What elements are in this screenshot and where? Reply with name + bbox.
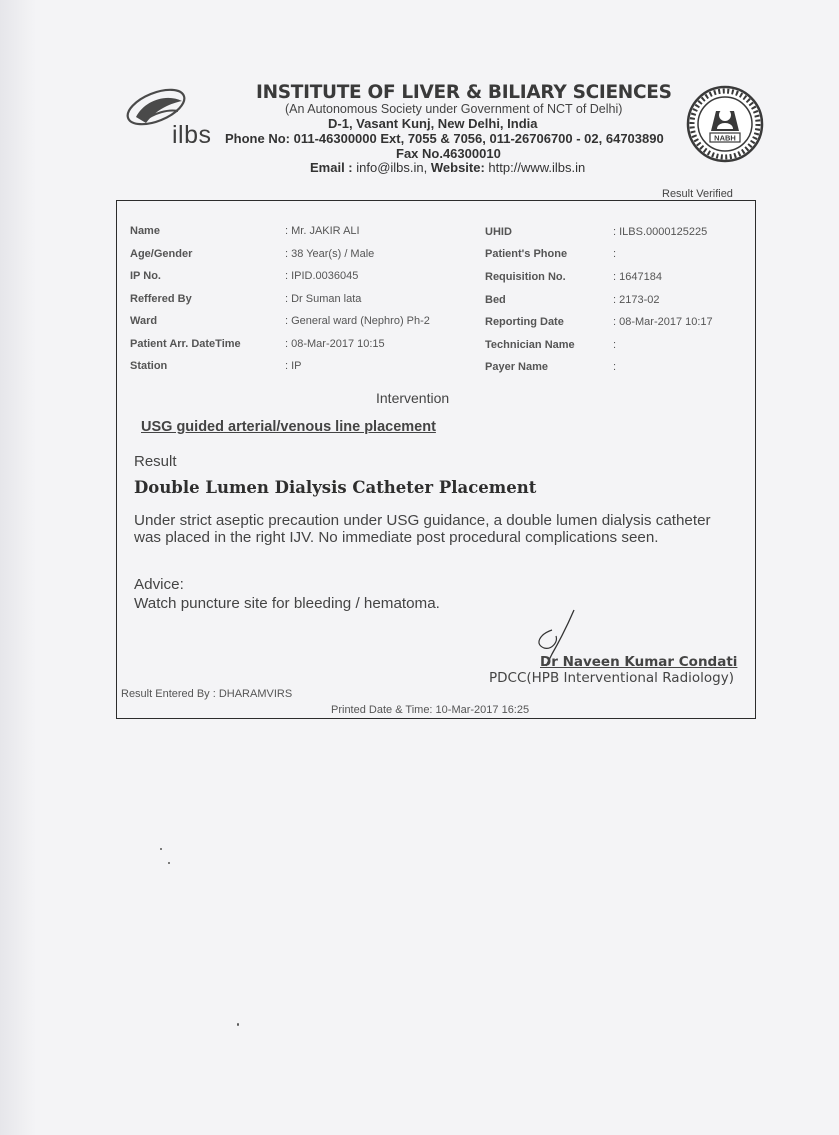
institute-contact (310, 160, 585, 175)
signatory-name: Dr Naveen Kumar Condati (540, 654, 738, 670)
bed-label: Bed (485, 294, 506, 306)
findings-text: Under strict aseptic precaution under USG guidance, a double lumen dialysis catheter was placed in the right IJV. No immediate post procedural complications seen. (134, 512, 711, 546)
name-value: : Mr. JAKIR ALI (285, 225, 360, 237)
requisition-no-label: Requisition No. (485, 271, 566, 283)
advice-text: Watch puncture site for bleeding / hematoma. (134, 595, 440, 612)
institute-phone: Phone No: 011-46300000 Ext, 7055 & 7056, 011-26706700 - 02, 64703890 (225, 131, 664, 146)
email-label: Email : (310, 160, 353, 175)
page-edge-shadow (0, 0, 36, 1135)
signatory-title: PDCC(HPB Interventional Radiology) (489, 670, 734, 686)
ip-no-value: : IPID.0036045 (285, 270, 359, 282)
institute-address: D-1, Vasant Kunj, New Delhi, India (328, 116, 538, 131)
printed-datetime: Printed Date & Time: 10-Mar-2017 16:25 (331, 704, 530, 716)
technician-name-value: : (613, 339, 617, 351)
bed-value: : 2173-02 (613, 294, 660, 306)
result-title: Double Lumen Dialysis Catheter Placement (134, 478, 537, 497)
technician-name-label: Technician Name (485, 339, 575, 351)
referred-by-value: : Dr Suman lata (285, 293, 362, 305)
institute-subtitle: (An Autonomous Society under Government of NCT of Delhi) (285, 102, 623, 116)
arrival-datetime-value: : 08-Mar-2017 10:15 (285, 338, 385, 350)
uhid-value: : ILBS.0000125225 (613, 226, 708, 238)
status-label: Result Verified (662, 188, 733, 200)
requisition-no-value: : 1647184 (613, 271, 662, 283)
payer-name-label: Payer Name (485, 361, 548, 373)
scan-speck (168, 862, 170, 864)
patient-phone-label: Patient's Phone (485, 248, 568, 260)
seal-text: NABH (714, 133, 736, 143)
entered-by: Result Entered By : DHARAMVIRS (121, 688, 293, 700)
name-label: Name (130, 225, 160, 237)
scan-speck (160, 848, 162, 850)
logo-wordmark: ilbs (172, 121, 212, 149)
result-heading: Result (134, 453, 177, 470)
age-gender-label: Age/Gender (130, 248, 193, 260)
reporting-date-value: : 08-Mar-2017 10:17 (613, 316, 713, 328)
email-value: info@ilbs.in, (352, 160, 428, 175)
website-value: http://www.ilbs.in (484, 160, 586, 175)
arrival-datetime-label: Patient Arr. DateTime (130, 338, 241, 350)
nabh-seal-icon (686, 85, 764, 163)
payer-name-value: : (613, 361, 617, 373)
website-label: Website: (427, 160, 485, 175)
uhid-label: UHID (485, 226, 512, 238)
referred-by-label: Reffered By (130, 293, 192, 305)
scan-speck (237, 1023, 239, 1026)
ward-label: Ward (130, 315, 158, 327)
ward-value: : General ward (Nephro) Ph-2 (285, 315, 430, 327)
station-label: Station (130, 360, 168, 372)
reporting-date-label: Reporting Date (485, 316, 564, 328)
institute-fax: Fax No.46300010 (396, 146, 501, 161)
section-heading: Intervention (376, 390, 450, 406)
institute-name: INSTITUTE OF LIVER & BILIARY SCIENCES (256, 82, 672, 103)
age-gender-value: : 38 Year(s) / Male (285, 248, 375, 260)
procedure-title: USG guided arterial/venous line placement (141, 419, 436, 435)
station-value: : IP (285, 360, 302, 372)
advice-label: Advice: (134, 576, 184, 593)
ip-no-label: IP No. (130, 270, 161, 282)
patient-phone-value: : (613, 248, 617, 260)
